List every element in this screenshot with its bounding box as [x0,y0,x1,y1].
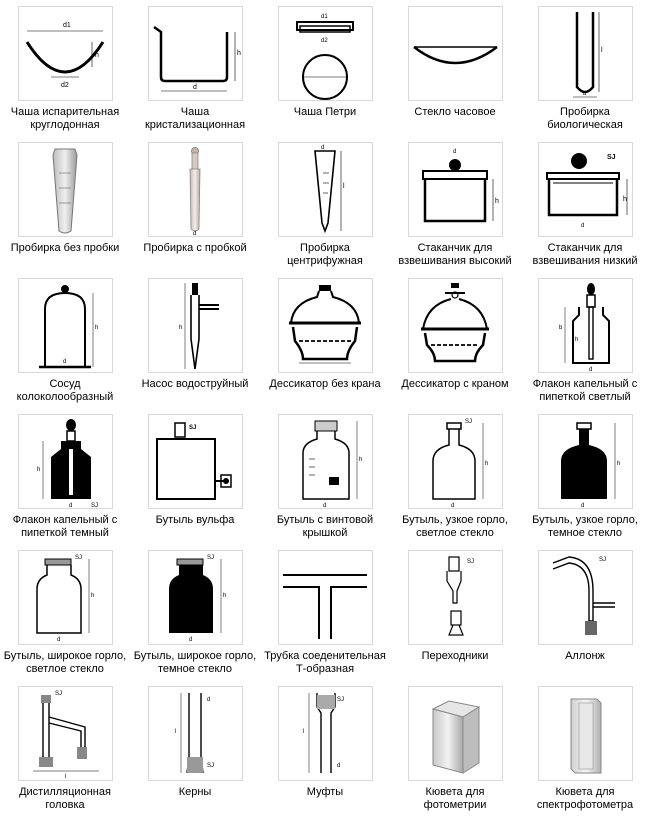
svg-text:l: l [65,774,67,780]
cuvette-icon [409,687,502,780]
product-image[interactable] [538,142,633,237]
catalog-item[interactable] [520,680,650,816]
svg-text:d: d [57,637,61,643]
item-title-line2[interactable]: темное стекло [547,527,623,539]
catalog-item[interactable] [520,272,650,408]
item-title[interactable]: Пробирка [300,242,350,254]
item-title[interactable]: Пробирка [560,106,610,118]
svg-text:SJ: SJ [55,691,63,697]
svg-text:h: h [91,593,95,599]
weighing-bottle-tall-icon [409,143,502,236]
product-image[interactable] [408,278,503,373]
petri-dish-icon [279,7,372,100]
svg-text:SJ: SJ [91,503,99,508]
svg-text:h: h [95,52,99,59]
catalog-item[interactable] [520,0,650,136]
item-title[interactable]: Чаша Петри [293,106,357,118]
adapters-icon [409,551,502,644]
svg-text:h: h [575,337,579,343]
product-image[interactable] [408,6,503,101]
item-title[interactable]: Трубка соеденительная [264,650,386,662]
item-title[interactable]: Бутыль, узкое горло, [402,514,508,526]
item-title[interactable]: Муфты [306,786,344,798]
svg-text:l: l [303,729,305,735]
item-title-line2[interactable]: светлое стекло [416,527,494,539]
catalog-item[interactable] [130,272,260,408]
product-image[interactable] [538,414,633,509]
product-image[interactable] [148,550,243,645]
svg-text:h: h [359,457,363,463]
stoppered-test-tube-icon [149,143,242,236]
wide-neck-bottle-dark-icon [149,551,242,644]
catalog-item[interactable] [260,0,390,136]
svg-text:SJ: SJ [207,555,215,561]
catalog-item[interactable] [390,544,520,680]
desiccator-with-tap-icon [409,279,502,372]
weighing-bottle-low-icon [539,143,632,236]
svg-text:d: d [337,763,341,769]
svg-text:h: h [179,325,183,331]
item-title[interactable]: Кювета для [425,786,485,798]
svg-text:d: d [453,149,457,155]
cone-joint-icon [149,687,242,780]
item-title[interactable]: Дессикатор без крана [269,378,381,390]
product-image[interactable] [148,278,243,373]
catalog-item[interactable] [260,408,390,544]
item-title-line2[interactable]: взвешивания высокий [398,255,512,267]
item-title[interactable]: Аллонж [565,650,605,662]
item-title[interactable]: Бутыль вульфа [155,514,235,526]
dropper-bottle-dark-icon [19,415,112,508]
catalog-item[interactable] [130,136,260,272]
svg-text:d2: d2 [321,38,328,44]
item-title[interactable]: Кювета для [555,786,615,798]
svg-text:h: h [623,196,627,203]
screw-cap-bottle-icon [279,415,372,508]
svg-text:SJ: SJ [75,555,83,561]
svg-text:d: d [581,503,585,508]
catalog-item[interactable] [130,0,260,136]
test-tube-bio-icon [539,7,632,100]
svg-text:l: l [343,183,345,190]
svg-text:d: d [581,223,585,229]
item-title[interactable]: Чаша [180,106,210,118]
evaporating-dish-icon [19,7,112,100]
svg-text:d: d [323,503,327,508]
item-title[interactable]: Дистилляционная [19,786,111,798]
item-title[interactable]: Переходники [421,650,489,662]
item-title-line2[interactable]: круглодонная [30,119,100,131]
item-title[interactable]: Флакон капельный с [532,378,638,390]
crystallizing-dish-icon [149,7,242,100]
item-title-line2[interactable]: пипеткой темный [21,527,109,539]
product-image[interactable] [408,550,503,645]
catalog-item[interactable] [0,680,130,816]
product-image[interactable] [18,550,113,645]
item-title[interactable]: Чаша испарительная [10,106,120,118]
item-title-line2[interactable]: светлое стекло [26,663,104,675]
item-title[interactable]: Дессикатор с краном [401,378,509,390]
svg-text:d2: d2 [61,82,69,89]
item-title-line2[interactable]: кристализационная [144,119,246,131]
item-title-line2[interactable]: взвешивания низкий [532,255,638,267]
catalog-item[interactable] [0,272,130,408]
narrow-neck-bottle-dark-icon [539,415,632,508]
product-image[interactable] [278,278,373,373]
catalog-item[interactable] [520,408,650,544]
product-image[interactable] [538,278,633,373]
catalog-item[interactable] [390,136,520,272]
item-title[interactable]: Пробирка с пробкой [143,242,247,254]
svg-text:h: h [495,198,499,205]
product-image[interactable] [18,142,113,237]
catalog-item[interactable] [130,680,260,816]
svg-text:h: h [485,461,489,467]
svg-text:d: d [189,637,193,643]
item-title[interactable]: Пробирка без пробки [10,242,120,254]
distillation-head-icon [19,687,112,780]
product-image[interactable] [18,278,113,373]
svg-text:d1: d1 [321,14,328,20]
catalog-item[interactable] [260,680,390,816]
item-title[interactable]: Бутыль, узкое горло, [532,514,638,526]
catalog-item[interactable] [520,136,650,272]
svg-text:d: d [69,503,73,508]
allonge-icon [539,551,632,644]
svg-text:l: l [175,729,177,735]
narrow-neck-bottle-clear-icon [409,415,502,508]
watch-glass-icon [409,7,502,100]
product-image[interactable] [538,6,633,101]
desiccator-icon [279,279,372,372]
test-tube-photo-icon [19,143,112,236]
item-title-line2[interactable]: темное стекло [157,663,233,675]
product-image[interactable] [538,686,633,781]
catalog-item[interactable] [0,544,130,680]
item-title-line2[interactable]: колоколообразный [16,391,114,403]
svg-text:h: h [223,593,227,599]
catalog-item[interactable] [390,680,520,816]
catalog-item[interactable] [260,544,390,680]
svg-text:SJ: SJ [189,425,197,431]
woulfe-bottle-icon [149,415,242,508]
svg-text:d: d [63,359,67,365]
item-title[interactable]: Стаканчик для [417,242,493,254]
catalog-item[interactable] [130,544,260,680]
product-image[interactable] [278,414,373,509]
t-tube-icon [279,551,372,644]
product-image[interactable] [408,686,503,781]
svg-text:d: d [589,367,593,372]
product-image[interactable] [148,142,243,237]
centrifuge-tube-icon [279,143,372,236]
spectro-cuvette-icon [539,687,632,780]
item-title[interactable]: Сосуд [49,378,81,390]
product-image[interactable] [278,6,373,101]
socket-joint-icon [279,687,372,780]
catalog-item[interactable] [0,136,130,272]
svg-text:d: d [207,697,211,703]
product-image[interactable] [408,142,503,237]
item-title-line2[interactable]: центрифужная [287,255,363,267]
svg-text:SJ: SJ [599,557,607,563]
item-title-line2[interactable]: крышкой [302,527,348,539]
catalog-item[interactable] [260,136,390,272]
item-title-line2[interactable]: пипеткой светлый [539,391,631,403]
product-image[interactable] [538,550,633,645]
svg-text:h: h [37,467,41,473]
item-title-line2[interactable]: биологическая [547,119,623,131]
catalog-item[interactable] [0,408,130,544]
svg-text:SJ: SJ [207,763,215,769]
item-title-line2[interactable]: фотометрии [423,799,487,811]
catalog-item[interactable] [520,544,650,680]
product-image[interactable] [18,414,113,509]
item-title[interactable]: Бутыль с винтовой [276,514,374,526]
product-image[interactable] [148,686,243,781]
svg-text:d: d [583,91,587,97]
svg-text:SJ: SJ [337,697,345,703]
item-title[interactable]: Флакон капельный с [12,514,118,526]
svg-text:l: l [601,47,603,54]
svg-text:h: h [237,50,241,57]
catalog-item[interactable] [0,0,130,136]
item-title-line2[interactable]: спектрофотометра [536,799,634,811]
dropper-bottle-clear-icon [539,279,632,372]
product-image[interactable] [278,686,373,781]
product-image[interactable] [408,414,503,509]
item-title[interactable]: Бутыль, широкое горло, [133,650,257,662]
bell-jar-icon [19,279,112,372]
svg-text:SJ: SJ [607,154,616,161]
water-jet-pump-icon [149,279,242,372]
catalog-item[interactable] [130,408,260,544]
product-image[interactable] [278,550,373,645]
product-image[interactable] [148,6,243,101]
item-title-line2[interactable]: Т-образная [295,663,355,675]
catalog-item[interactable] [390,0,520,136]
svg-text:d: d [193,231,197,236]
svg-text:d: d [193,84,197,91]
svg-text:SJ: SJ [465,419,473,425]
svg-text:d: d [321,145,325,151]
item-title-line2[interactable]: головка [45,799,85,811]
item-title[interactable]: Насос водоструйный [141,378,249,390]
product-image[interactable] [278,142,373,237]
svg-text:h: h [95,325,99,331]
catalog-item[interactable] [260,272,390,408]
svg-text:d: d [451,503,455,508]
product-image[interactable] [18,686,113,781]
item-title[interactable]: Стаканчик для [547,242,623,254]
svg-text:b: b [559,325,563,331]
svg-text:h: h [617,461,621,467]
product-image[interactable] [148,414,243,509]
product-image[interactable] [18,6,113,101]
wide-neck-bottle-clear-icon [19,551,112,644]
catalog-item[interactable] [390,408,520,544]
item-title[interactable]: Стекло часовое [414,106,496,118]
item-title[interactable]: Бутыль, широкое горло, [3,650,127,662]
svg-text:SJ: SJ [467,559,475,565]
svg-text:d1: d1 [63,22,71,29]
catalog-item[interactable] [390,272,520,408]
item-title[interactable]: Керны [178,786,212,798]
